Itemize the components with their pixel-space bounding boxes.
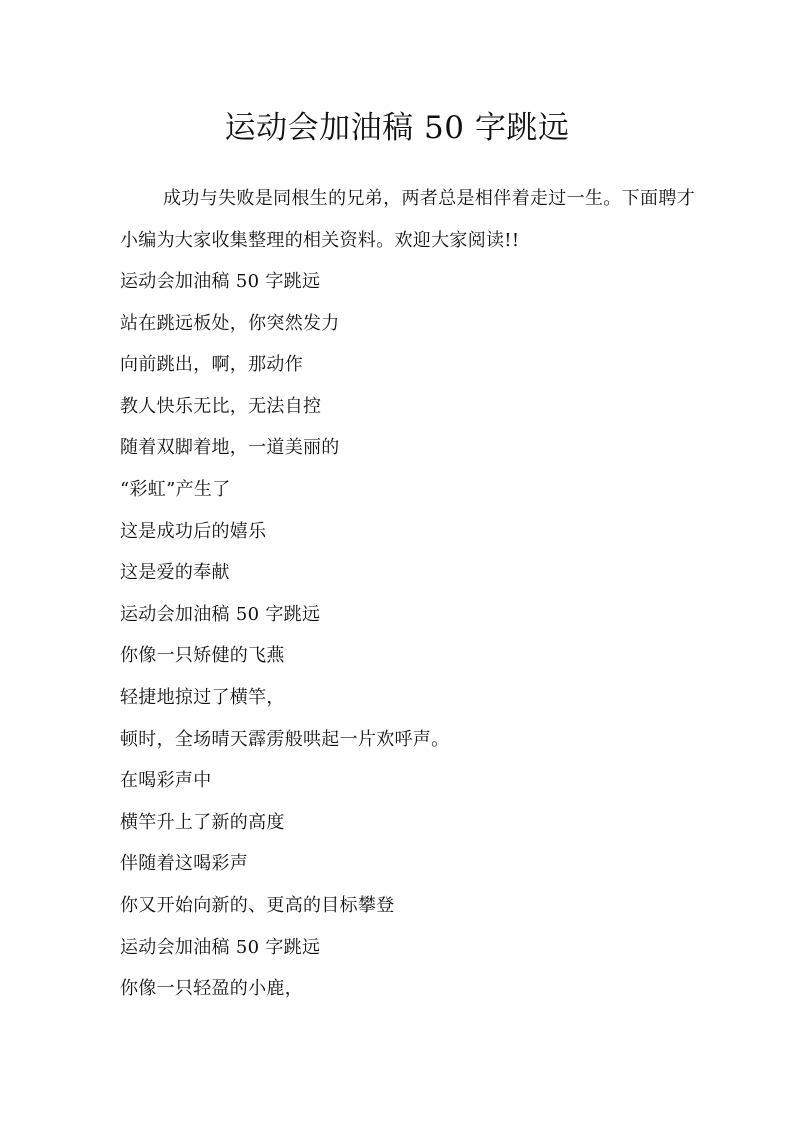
poem-line: 随着双脚着地，一道美丽的: [120, 437, 340, 459]
poem-line: 在喝彩声中: [120, 770, 212, 792]
poem-line: 顿时，全场晴天霹雳般哄起一片欢呼声。: [120, 728, 450, 750]
poem-line: 横竿升上了新的高度: [120, 811, 285, 833]
poem-line: 轻捷地掠过了横竿，: [120, 686, 285, 708]
poem-lines: [120, 261, 695, 1010]
poem-line: 运动会加油稿 50 字跳远: [120, 603, 321, 625]
poem-line: “彩虹”产生了: [120, 478, 231, 500]
poem-line: 你又开始向新的、更高的目标攀登: [120, 894, 395, 916]
poem-line: 这是成功后的嬉乐: [120, 520, 267, 542]
poem-line: 向前跳出，啊，那动作: [120, 354, 303, 376]
document-title: 运动会加油稿 50 字跳远: [224, 110, 570, 146]
poem-line: 你像一只矫健的飞燕: [120, 645, 285, 667]
poem-line: 伴随着这喝彩声: [120, 853, 249, 875]
poem-line: 运动会加油稿 50 字跳远: [120, 271, 321, 292]
poem-line: 运动会加油稿 50 字跳远: [120, 936, 321, 958]
poem-line: 站在跳远板处，你突然发力: [120, 312, 340, 334]
poem-line: 你像一只轻盈的小鹿，: [120, 978, 303, 1000]
poem-line: 这是爱的奉献: [120, 562, 230, 584]
poem-line: 教人快乐无比，无法自控: [120, 395, 322, 417]
intro-paragraph: 成功与失败是同根生的兄弟，两者总是相伴着走过一生。下面聘才小编为大家收集整理的相关资料。欢迎大家阅读!!: [120, 188, 695, 251]
